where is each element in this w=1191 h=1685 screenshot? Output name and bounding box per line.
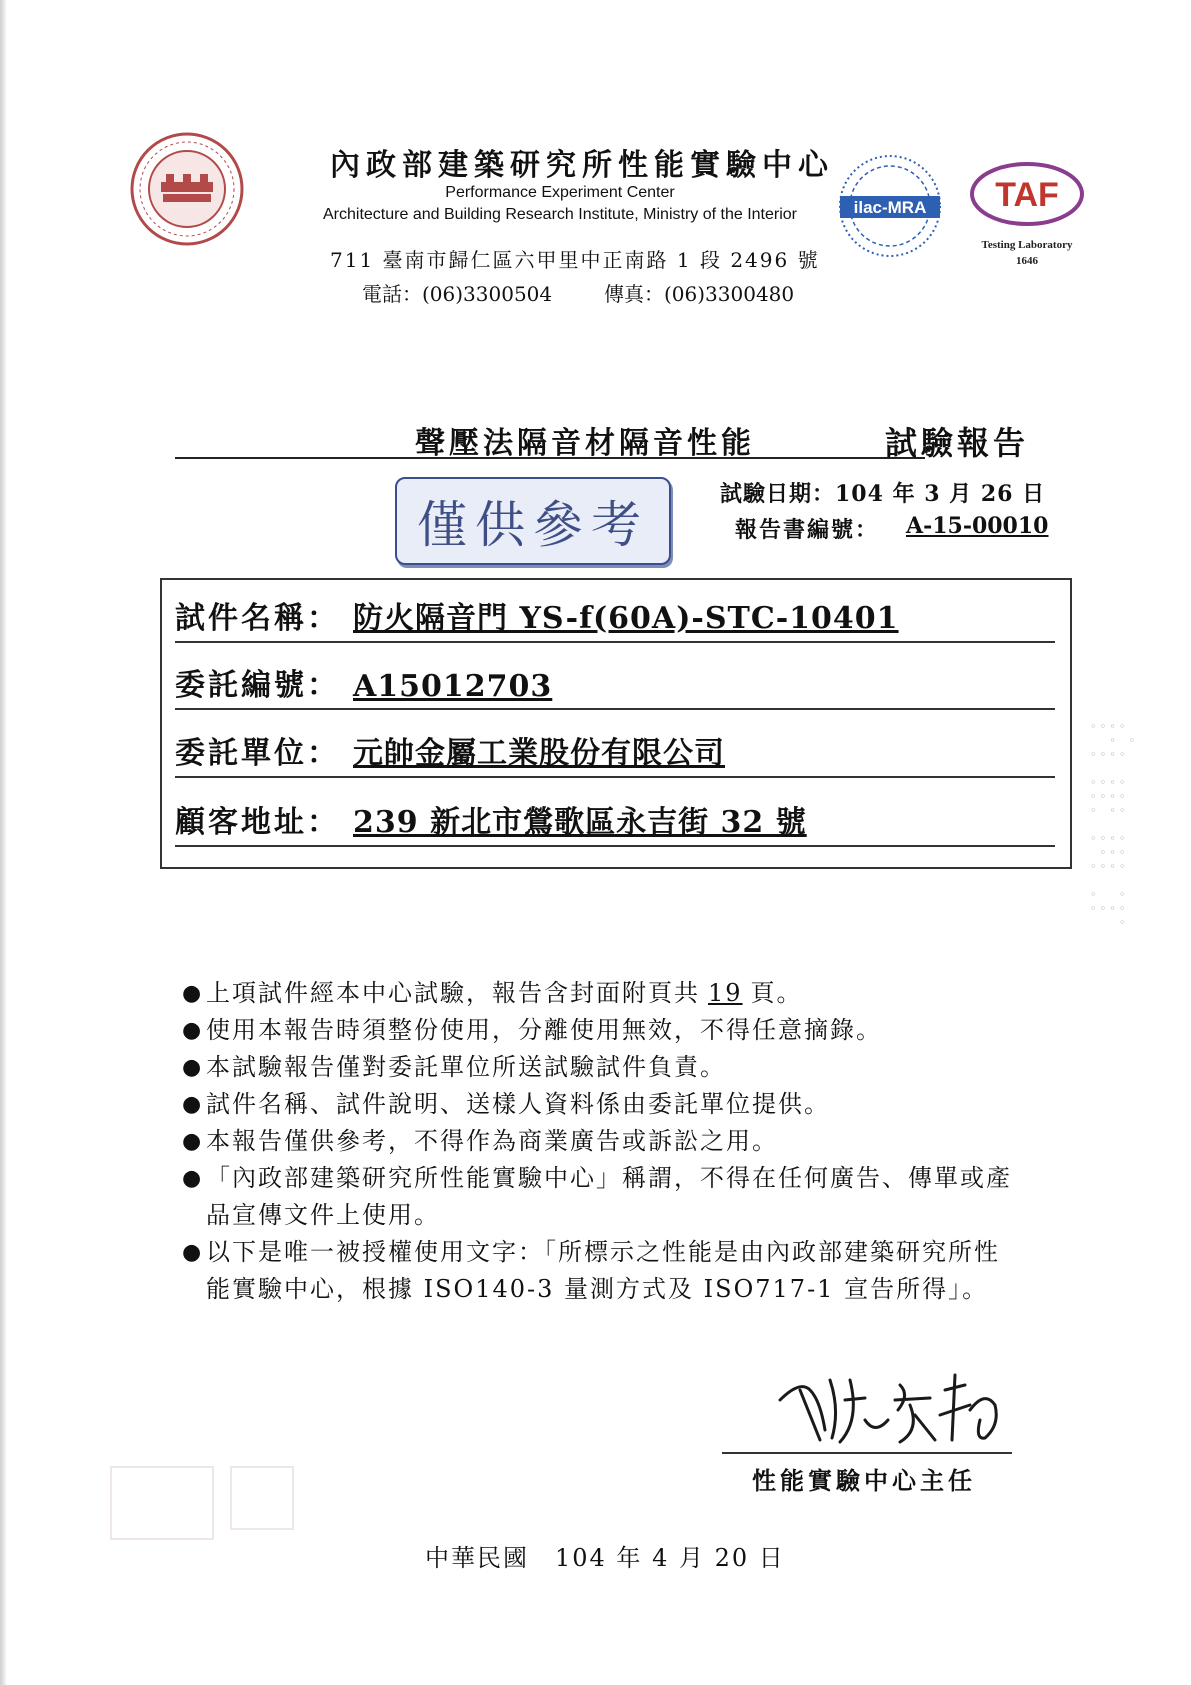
org-phone: 電話：(06)3300504 <box>362 282 553 306</box>
note-item: ● 試件名稱、試件說明、送樣人資料係由委託單位提供。 <box>182 1086 1012 1123</box>
signatory-title: 性能實驗中心主任 <box>752 1466 976 1495</box>
info-row-client <box>175 728 1055 778</box>
faint-seal-stamp <box>110 1466 214 1540</box>
report-number-label: 報告書編號： <box>735 517 880 543</box>
commission-number: A15012703 <box>353 669 553 704</box>
scan-edge <box>0 0 6 1685</box>
info-label: 試件名稱： <box>175 601 340 636</box>
org-name-en-2: Architecture and Building Research Institute, Ministry of the Interior <box>323 206 797 223</box>
note-item: ● 上項試件經本中心試驗，報告含封面附頁共 19 頁。 <box>182 975 1012 1012</box>
ilac-logo-text: ilac-MRA <box>853 198 927 217</box>
signature-line <box>722 1452 1012 1454</box>
org-address: 711 臺南市歸仁區六甲里中正南路 1 段 2496 號 <box>330 248 820 272</box>
info-row-specimen-name <box>175 593 1055 643</box>
info-label: 委託單位： <box>175 736 340 771</box>
info-label: 顧客地址： <box>175 805 340 840</box>
note-item: ● 本報告僅供參考，不得作為商業廣告或訴訟之用。 <box>182 1123 1012 1160</box>
issue-date: 中華民國 104 年 4 月 20 日 <box>425 1544 785 1572</box>
taf-caption-2: 1646 <box>1016 255 1038 267</box>
report-test-name: 聲壓法隔音材隔音性能 <box>415 426 755 461</box>
org-fax: 傳真：(06)3300480 <box>604 282 795 306</box>
report-number: A-15-00010 <box>906 513 1049 539</box>
client-name: 元帥金屬工業股份有限公司 <box>353 736 725 771</box>
info-row-commission-number <box>175 660 1055 710</box>
institute-seal-icon <box>128 130 246 248</box>
note-item: ● 以下是唯一被授權使用文字：「所標示之性能是由內政部建築研究所性能實驗中心，根據 ISO140-3 量測方式及 ISO717-1 宣告所得」。 <box>182 1234 1012 1308</box>
reference-only-stamp: 僅供參考 <box>395 477 671 565</box>
org-name-zh: 內政部建築研究所性能實驗中心 <box>330 148 834 183</box>
note-item: ● 使用本報告時須整份使用，分離使用無效，不得任意摘錄。 <box>182 1012 1012 1049</box>
specimen-name: 防火隔音門 YS-f(60A)-STC-10401 <box>353 601 899 636</box>
info-label: 委託編號： <box>175 668 340 703</box>
ilac-mra-logo-icon <box>836 152 944 260</box>
taf-logo-icon <box>967 160 1087 275</box>
org-name-en-1: Performance Experiment Center <box>445 184 675 201</box>
notes-list <box>182 975 1012 1308</box>
note-item: ● 「內政部建築研究所性能實驗中心」稱謂，不得在任何廣告、傳單或產品宣傳文件上使用。 <box>182 1160 1012 1234</box>
faint-seal-stamp <box>230 1466 294 1530</box>
taf-caption-1: Testing Laboratory <box>981 239 1073 251</box>
taf-logo-text: TAF <box>995 176 1059 214</box>
note-item: ● 本試驗報告僅對委託單位所送試驗試件負責。 <box>182 1049 1012 1086</box>
info-row-address <box>175 797 1055 847</box>
page-count: 19 <box>708 979 743 1007</box>
handwritten-signature <box>770 1360 1010 1450</box>
test-date: 試驗日期：104 年 3 月 26 日 <box>720 481 1046 507</box>
report-title-suffix: 試驗報告 <box>885 424 1030 462</box>
perforation-marks: ◦◦◦◦ ◦ ◦ ◦◦◦◦ ◦◦◦◦ ◦◦◦◦ ◦ ◦◦ ◦◦◦◦ ◦◦◦ ◦◦◦◦ ◦ ◦ ◦◦◦◦ ◦ <box>1090 720 1139 929</box>
client-address: 239 新北市鶯歌區永吉街 32 號 <box>353 805 807 840</box>
